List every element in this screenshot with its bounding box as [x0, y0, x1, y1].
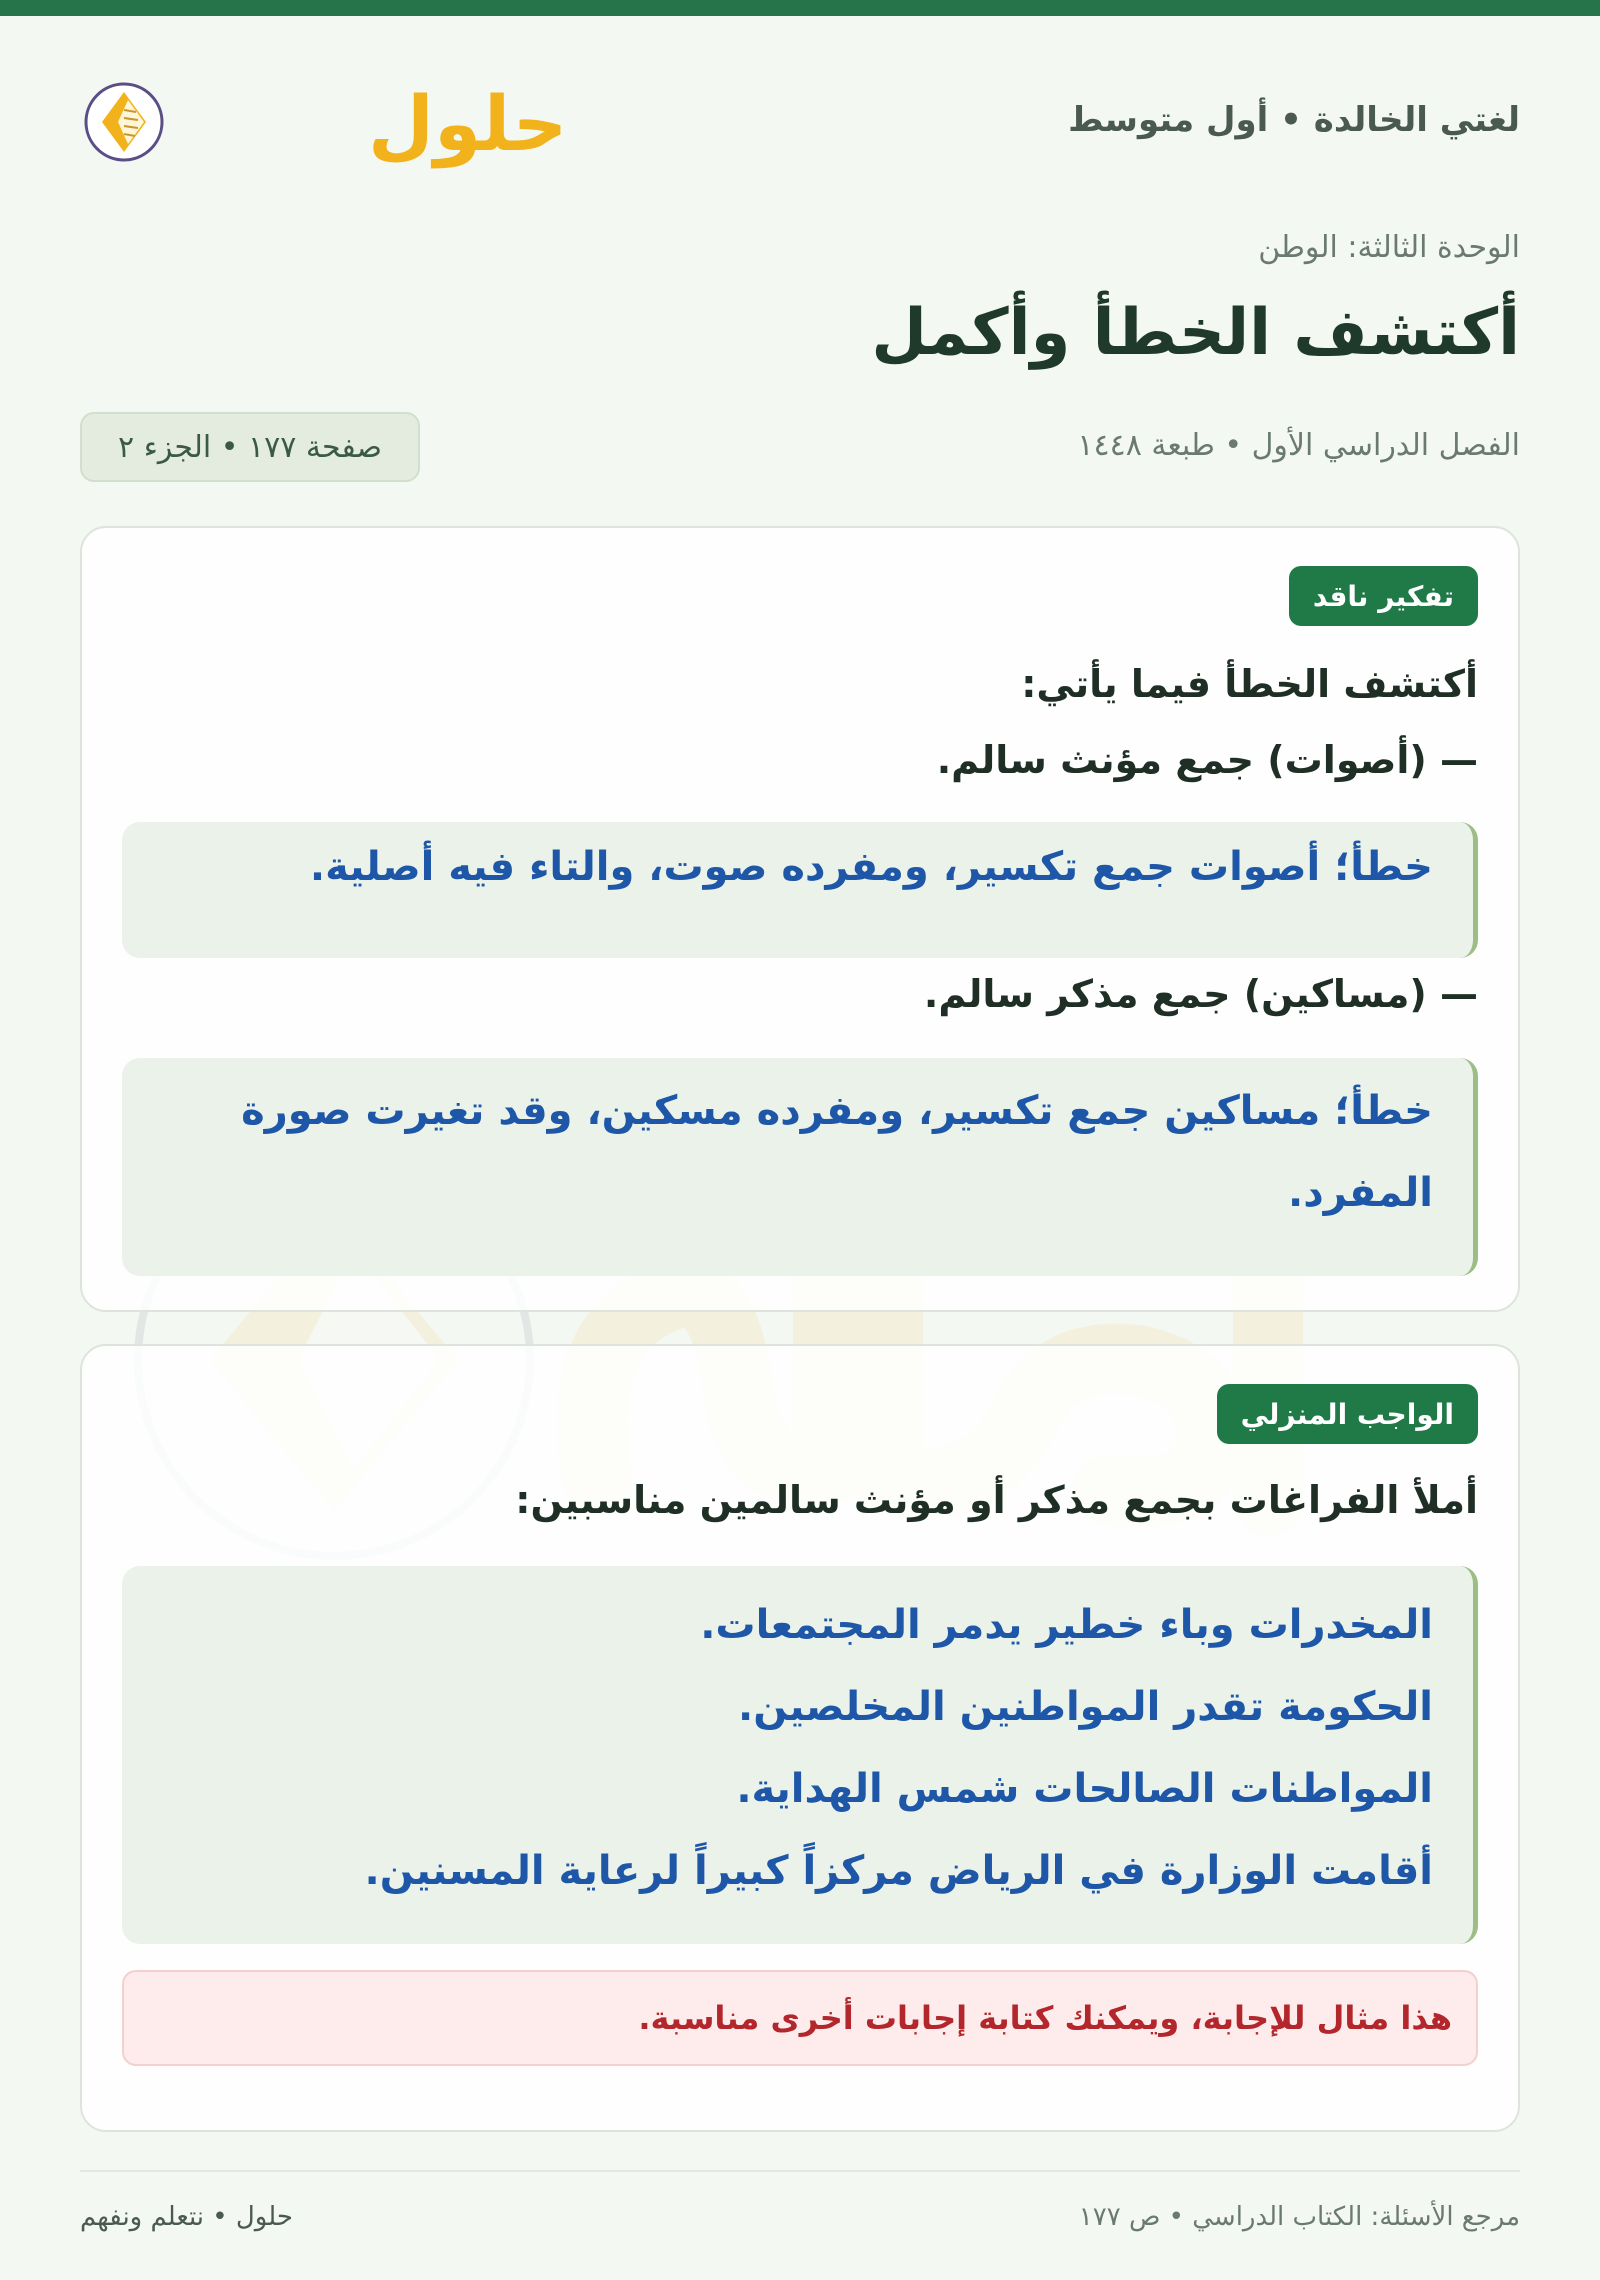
term-label: الفصل الدراسي الأول • طبعة ١٤٤٨ — [1077, 428, 1520, 463]
answer-line: الحكومة تقدر المواطنين المخلصين. — [738, 1684, 1433, 1730]
site-logo[interactable] — [78, 66, 568, 178]
homework-card — [80, 1344, 1520, 2132]
answer-note: هذا مثال للإجابة، ويمكنك كتابة إجابات أخرى مناسبة. — [122, 1970, 1478, 2066]
subject-label: لغتي الخالدة • أول متوسط — [1068, 100, 1520, 140]
footer-brand: حلول • نتعلم ونفهم — [80, 2202, 293, 2232]
logo-text: حلول — [368, 79, 568, 168]
answer-line: المواطنات الصالحات شمس الهداية. — [736, 1766, 1433, 1812]
answer-line: المفرد. — [1288, 1170, 1433, 1216]
critical-prompt: أكتشف الخطأ فيما يأتي: — [1021, 662, 1478, 706]
footer-reference: مرجع الأسئلة: الكتاب الدراسي • ص ١٧٧ — [1078, 2202, 1520, 2232]
answer-line: خطأ؛ مساكين جمع تكسير، ومفرده مسكين، وقد تغيرت صورة — [241, 1088, 1433, 1134]
critical-thinking-card — [80, 526, 1520, 1312]
answer-box — [122, 1566, 1478, 1944]
answer-line: أقامت الوزارة في الرياض مركزاً كبيراً لرعاية المسنين. — [364, 1848, 1433, 1894]
footer-divider — [80, 2170, 1520, 2172]
answer-line: المخدرات وباء خطير يدمر المجتمعات. — [700, 1602, 1433, 1648]
homework-tag: الواجب المنزلي — [1217, 1384, 1478, 1444]
answer-box — [122, 1058, 1478, 1276]
answer-box — [122, 822, 1478, 958]
question-item: — (مساكين) جمع مذكر سالم. — [923, 972, 1478, 1016]
unit-label: الوحدة الثالثة: الوطن — [1258, 230, 1520, 265]
page-badge: صفحة ١٧٧ • الجزء ٢ — [80, 412, 420, 482]
page-title: أكتشف الخطأ وأكمل — [871, 296, 1520, 370]
critical-thinking-tag: تفكير ناقد — [1289, 566, 1478, 626]
answer-line: خطأ؛ أصوات جمع تكسير، ومفرده صوت، والتاء فيه أصلية. — [309, 844, 1433, 890]
question-item: — (أصوات) جمع مؤنث سالم. — [936, 738, 1478, 782]
top-accent-bar — [0, 0, 1600, 16]
homework-prompt: أملأ الفراغات بجمع مذكر أو مؤنث سالمين مناسبين: — [515, 1478, 1478, 1522]
book-diamond-logo-icon — [78, 66, 568, 178]
